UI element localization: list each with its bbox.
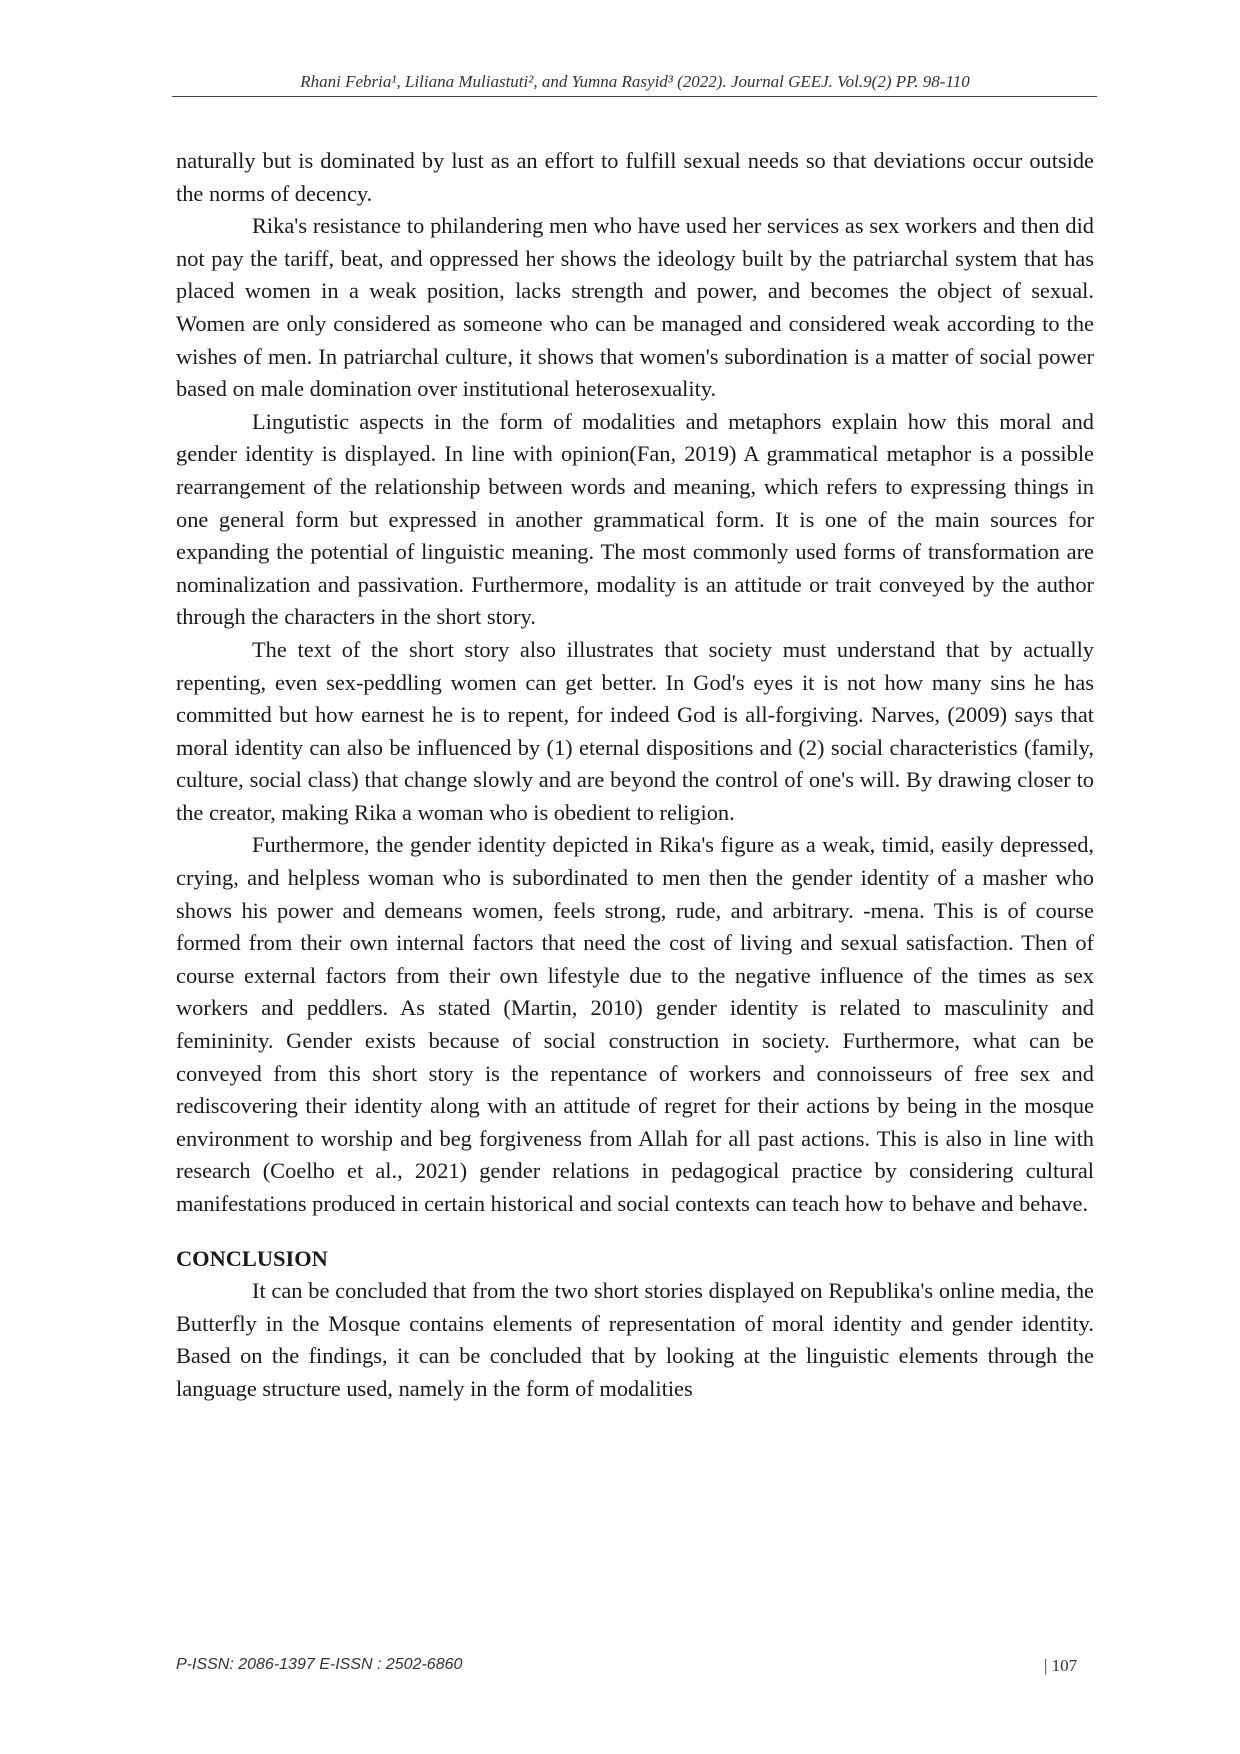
page-number: | 107: [1044, 1656, 1078, 1675]
paragraph: The text of the short story also illustrates that society must understand that by actually repenting, even sex-peddling women can get better. In God's eyes it is not how many sins he has committed but how earnest he is to repent, for indeed God is all-forgiving. Narves, (2009) says that moral identity can also be influenced by (1) eternal dispositions and (2) social characteristics (family, culture, social class) that change slowly and are beyond the control of one's will. By drawing closer to the creator, making Rika a woman who is obedient to religion.: [176, 636, 1094, 825]
conclusion-paragraph: It can be concluded that from the two short stories displayed on Republika's online media, the Butterfly in the Mosque contains elements of representation of moral identity and gender identity. Based on the findings, it can be concluded that by looking at the linguistic elements through the language structure used, namely in the form of modalities: [176, 1278, 1094, 1401]
body-text: [176, 145, 1094, 1406]
running-header: Rhani Febria¹, Liliana Muliastuti², and Yumna Rasyid³ (2022). Journal GEEJ. Vol.9(2) PP. 98-110: [300, 72, 970, 91]
paragraph: Furthermore, the gender identity depicted in Rika's figure as a weak, timid, easily depressed, crying, and helpless woman who is subordinated to men then the gender identity of a masher who shows his power and demeans women, feels strong, rude, and arbitrary. -mena. This is of course formed from their own internal factors that need the cost of living and sexual satisfaction. Then of course external factors from their own lifestyle due to the negative influence of the times as sex workers and peddlers. As stated (Martin, 2010) gender identity is related to masculinity and femininity. Gender exists because of social construction in society. Furthermore, what can be conveyed from this short story is the repentance of workers and connoisseurs of free sex and rediscovering their identity along with an attitude of regret for their actions by being in the mosque environment to worship and beg forgiveness from Allah for all past actions. This is also in line with research (Coelho et al., 2021) gender relations in pedagogical practice by considering cultural manifestations produced in certain historical and social contexts can teach how to behave and behave.: [176, 832, 1094, 1216]
section-heading-conclusion: CONCLUSION: [176, 1245, 328, 1271]
footer-issn: P-ISSN: 2086-1397 E-ISSN : 2502-6860: [176, 1656, 463, 1673]
paragraph: Lingutistic aspects in the form of modalities and metaphors explain how this moral and gender identity is displayed. In line with opinion(Fan, 2019) A grammatical metaphor is a possible rearrangement of the relationship between words and meaning, which refers to expressing things in one general form but expressed in another grammatical form. It is one of the main sources for expanding the potential of linguistic meaning. The most commonly used forms of transformation are nominalization and passivation. Furthermore, modality is an attitude or trait conveyed by the author through the characters in the short story.: [176, 408, 1094, 630]
header-rule: [172, 96, 1097, 97]
paragraph: Rika's resistance to philandering men who have used her services as sex workers and then did not pay the tariff, beat, and oppressed her shows the ideology built by the patriarchal system that has placed women in a weak position, lacks strength and power, and becomes the object of sexual. Women are only considered as someone who can be managed and considered weak according to the wishes of men. In patriarchal culture, it shows that women's subordination is a matter of social power based on male domination over institutional heterosexuality.: [176, 213, 1094, 402]
paragraph-continuation: naturally but is dominated by lust as an effort to fulfill sexual needs so that deviations occur outside the norms of decency.: [176, 148, 1094, 206]
